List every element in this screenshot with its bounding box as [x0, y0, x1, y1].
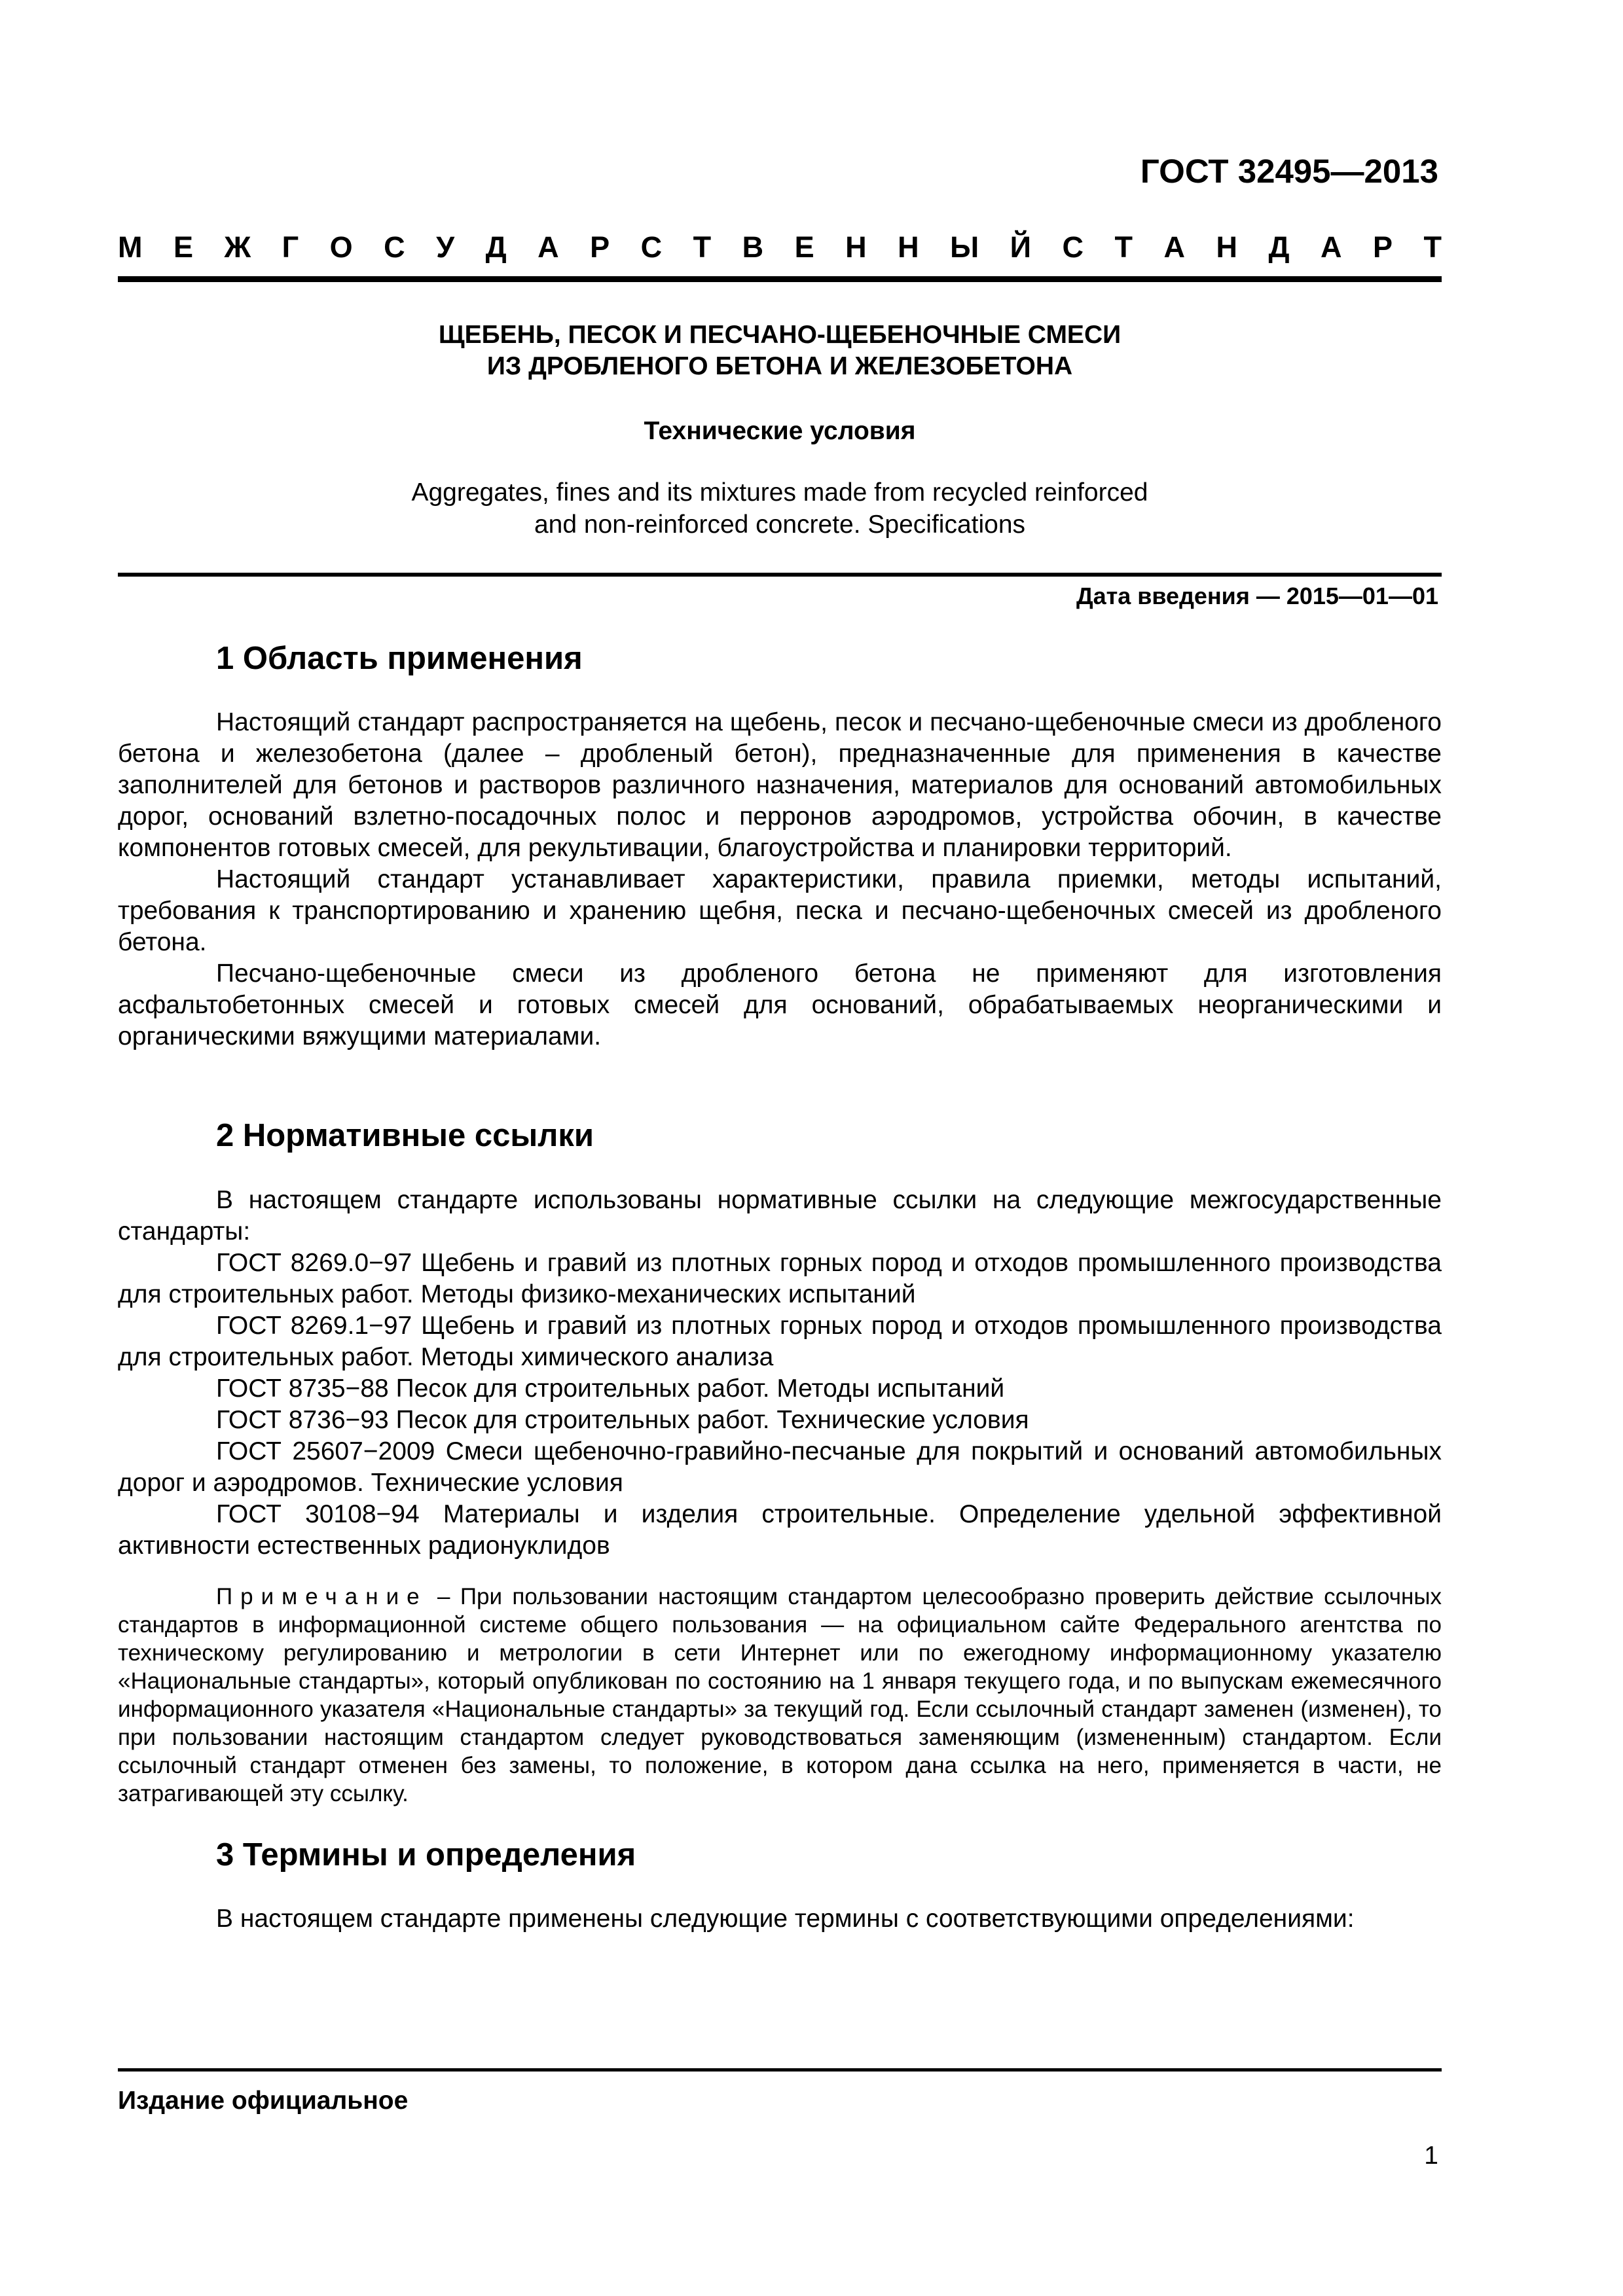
english-title-line-1: Aggregates, fines and its mixtures made from recycled reinforced — [411, 478, 1148, 507]
gost-number: ГОСТ 32495—2013 — [1140, 152, 1438, 190]
reference-title: Песок для строительных работ. Технические условия — [395, 1406, 1029, 1434]
section-1-paragraph-2: Настоящий стандарт устанавливает характеристики, правила приемки, методы испытаний, требования к транспортированию и хранению щебня, песка и песчано-щебеночных смесей из дробленого бетона. — [118, 865, 1442, 956]
english-title-line-2: and non-reinforced concrete. Specifications — [534, 511, 1026, 539]
reference-title: Материалы и изделия строительные. Определение удельной эффективной активности естественных радионуклидов — [118, 1500, 1442, 1560]
title-line-2: ИЗ ДРОБЛЕНОГО БЕТОНА И ЖЕЛЕЗОБЕТОНА — [486, 352, 1073, 380]
reference-code: ГОСТ 8269.0−97 — [216, 1249, 412, 1277]
section-3-intro: В настоящем стандарте применены следующие термины с соответствующими определениями: — [216, 1905, 1355, 1933]
section-1-paragraph-3: Песчано-щебеночные смеси из дробленого бетона не применяют для изготовления асфальтобетонных смесей и готовых смесей для оснований, обрабатываемых неорганическими и органическими вяжущими материалами. — [118, 960, 1442, 1050]
reference-code: ГОСТ 30108−94 — [216, 1500, 420, 1528]
english-title — [118, 476, 1442, 541]
note-text: – При пользовании настоящим стандартом целесообразно проверить действие ссылочных стандартов в информационной системе общего пользования — на официальном сайте Федерального агентства по техническому регулированию и метрологии в сети Интернет или по ежегодному информационному указателю «Национальные стандарты», который опубликован по состоянию на 1 января текущего года, и по выпускам ежемесячного информационного указателя «Национальные стандарты» за текущий год. Если ссылочный стандарт заменен (изменен), то при пользовании настоящим стандартом следует руководствоваться заменяющим (измененным) стандартом. Если ссылочный стандарт отменен без замены, то положение, в котором дана ссылка на него, применяется в части, не затрагивающей эту ссылку. — [118, 1584, 1442, 1806]
reference-code: ГОСТ 8269.1−97 — [216, 1312, 412, 1340]
section-3-heading: 3 Термины и определения — [216, 1837, 636, 1873]
reference-item — [118, 1436, 1442, 1499]
section-2-note — [118, 1583, 1442, 1808]
reference-item — [118, 1499, 1442, 1562]
interstate-standard-banner: М Е Ж Г О С У Д А Р С Т В Е Н Н Ы Й С Т А Н Д А Р Т — [118, 230, 1442, 264]
title-divider — [118, 573, 1442, 577]
section-2-intro: В настоящем стандарте использованы нормативные ссылки на следующие межгосударственные стандарты: — [118, 1186, 1442, 1246]
document-subtitle: Технические условия — [644, 417, 916, 445]
reference-code: ГОСТ 8735−88 — [216, 1374, 389, 1403]
reference-item — [118, 1405, 1442, 1436]
section-2-body — [118, 1185, 1442, 1562]
page-number: 1 — [1424, 2142, 1438, 2170]
section-1-heading: 1 Область применения — [216, 641, 583, 676]
header-divider — [118, 276, 1442, 282]
document-title — [118, 319, 1442, 382]
note-label: Примечание — [216, 1584, 428, 1609]
reference-item — [118, 1247, 1442, 1310]
reference-title: Щебень и гравий из плотных горных пород и отходов промышленного производства для строительных работ. Методы физико-механических испытаний — [118, 1249, 1442, 1308]
section-1-paragraph-1: Настоящий стандарт распространяется на щебень, песок и песчано-щебеночные смеси из дробленого бетона и железобетона (далее – дробленый бетон), предназначенные для применения в качестве заполнителей для бетонов и растворов различного назначения, материалов для оснований автомобильных дорог, оснований взлетно-посадочных полос и перронов аэродромов, устройства обочин, в качестве компонентов готовых смесей, для рекультивации, благоустройства и планировки территорий. — [118, 708, 1442, 862]
reference-code: ГОСТ 8736−93 — [216, 1406, 389, 1434]
reference-item — [118, 1373, 1442, 1405]
footer-divider — [118, 2068, 1442, 2072]
section-2-heading: 2 Нормативные ссылки — [216, 1118, 594, 1153]
reference-title: Песок для строительных работ. Методы испытаний — [395, 1374, 1005, 1403]
reference-title: Щебень и гравий из плотных горных пород и отходов промышленного производства для строительных работ. Методы химического анализа — [118, 1312, 1442, 1371]
introduction-date: Дата введения — 2015—01—01 — [1076, 583, 1438, 609]
official-edition-label: Издание официальное — [118, 2087, 409, 2115]
reference-title: Смеси щебеночно-гравийно-песчаные для покрытий и оснований автомобильных дорог и аэродромов. Технические условия — [118, 1437, 1442, 1497]
section-3-body — [118, 1903, 1442, 1935]
reference-code: ГОСТ 25607−2009 — [216, 1437, 435, 1465]
reference-item — [118, 1310, 1442, 1373]
title-line-1: ЩЕБЕНЬ, ПЕСОК И ПЕСЧАНО-ЩЕБЕНОЧНЫЕ СМЕСИ — [438, 321, 1122, 349]
section-1-body — [118, 707, 1442, 1052]
